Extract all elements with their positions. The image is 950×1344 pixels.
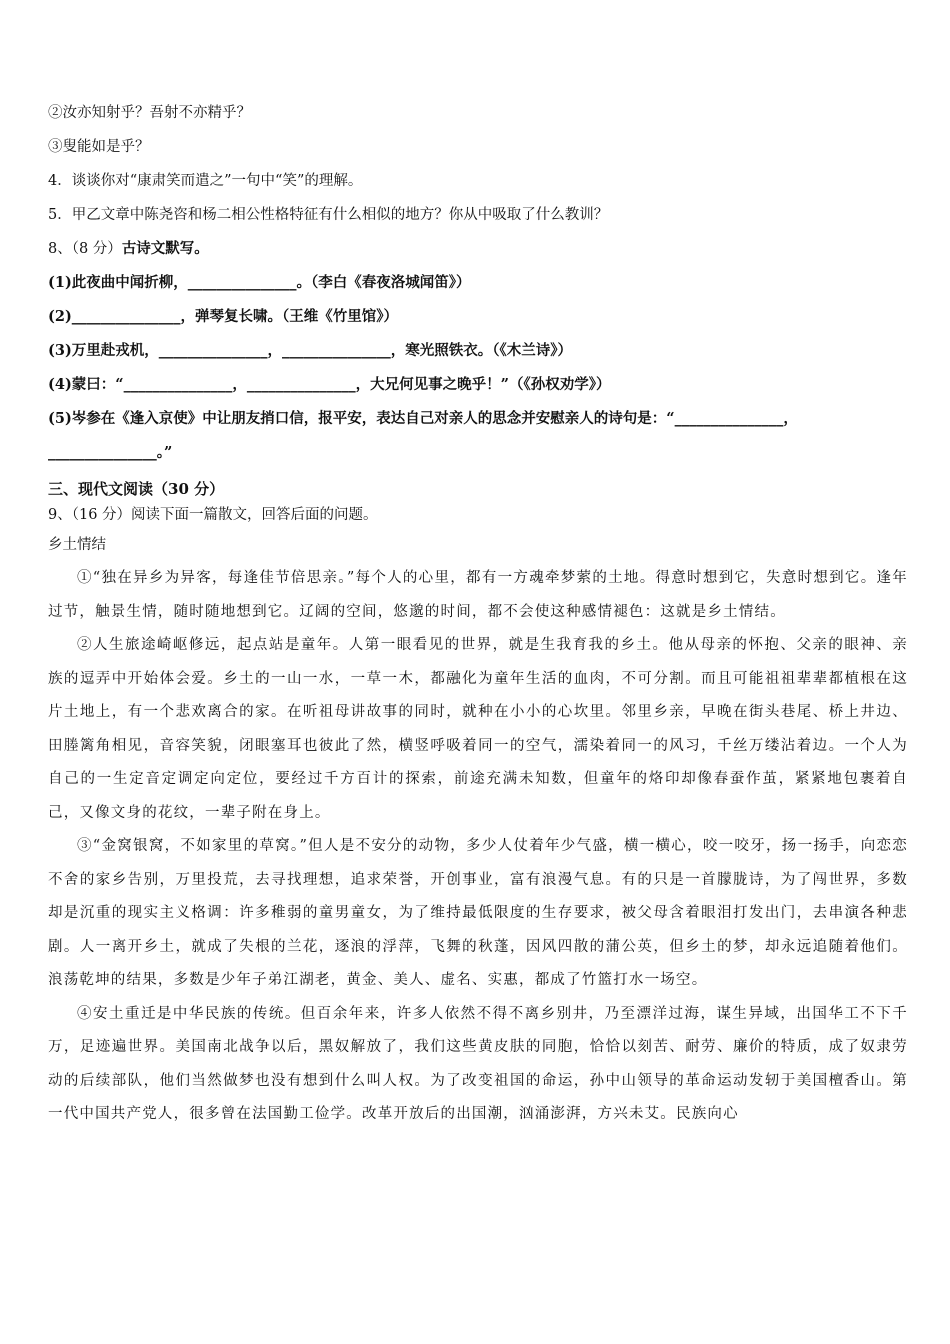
article-paragraph-1: ①“独在异乡为异客，每逢佳节倍思亲。”每个人的心里，都有一方魂牵梦萦的土地。得意时想到它，失意时想到它。逢年过节，触景生情，随时随地想到它。辽阔的空间，悠邈的时间，都不会使这种感情褪色：这就是乡土情结。 bbox=[48, 570, 908, 620]
dictation-line-2: (2)_______________，弹琴复长啸。（王维《竹里馆》） bbox=[48, 308, 399, 325]
item-2: ②汝亦知射乎？吾射不亦精乎？ bbox=[48, 105, 251, 121]
dictation-line-5-cont: _______________。” bbox=[48, 444, 173, 461]
article-paragraph-4: ④安土重迁是中华民族的传统。但百余年来，许多人依然不得不离乡别井，乃至漂洋过海，谋生异域，出国华工不下千万，足迹遍世界。美国南北战争以后，黑奴解放了，我们这些黄皮肤的同胞，恰恰以刻苦、耐劳、廉价的特质，成了奴隶劳动的后续部队，他们当然做梦也没有想到什么叫人权。为了改变祖国的命运，孙中山领导的革命运动发轫于美国檀香山。第一代中国共产党人，很多曾在法国勤工俭学。改革开放后的出国潮，汹涌澎湃，方兴未艾。民族向心 bbox=[48, 1005, 908, 1122]
exam-page bbox=[48, 96, 908, 1132]
classical-question-items bbox=[48, 96, 908, 232]
article-paragraph-3: ③“金窝银窝，不如家里的草窝。”但人是不安分的动物，多少人仗着年少气盛，横一横心，咬一咬牙，扬一扬手，向恋恋不舍的家乡告别，万里投荒，去寻找理想，追求荣誉，开创事业，富有浪漫气息。有的只是一首朦胧诗，为了闯世界，多数却是沉重的现实主义格调：许多稚弱的童男童女，为了维持最低限度的生存要求，被父母含着眼泪打发出门，去串演各种悲剧。人一离开乡土，就成了失根的兰花，逐浪的浮萍，飞舞的秋蓬，因风四散的蒲公英，但乡土的梦，却永远追随着他们。浪荡乾坤的结果，多数是少年子弟江湖老，黄金、美人、虚名、实惠，都成了竹篮打水一场空。 bbox=[48, 838, 908, 988]
question-8-title: 古诗文默写。 bbox=[121, 240, 209, 257]
question-8 bbox=[48, 232, 908, 470]
question-4: 4．谈谈你对“康肃笑而遣之”一句中“笑”的理解。 bbox=[48, 173, 363, 189]
article-paragraph-2: ②人生旅途崎岖修远，起点站是童年。人第一眼看见的世界，就是生我育我的乡土。他从母亲的怀抱、父亲的眼神、亲族的逗弄中开始体会爱。乡土的一山一水，一草一木，都融化为童年生活的血肉，不可分割。而且可能祖祖辈辈都植根在这片土地上，有一个悲欢离合的家。在听祖母讲故事的同时，就种在小小的心坎里。邻里乡亲，早晚在街头巷尾、桥上井边、田塍篱角相见，音容笑貌，闭眼塞耳也彼此了然，横竖呼吸着同一的空气，濡染着同一的风习，千丝万缕沾着边。一个人为自己的一生定音定调定向定位，要经过千方百计的探索，前途充满未知数，但童年的烙印却像春蚕作茧，紧紧地包裹着自己，又像文身的花纹，一辈子附在身上。 bbox=[48, 637, 908, 821]
section-title: 三、现代文阅读（30 分） bbox=[48, 480, 225, 498]
dictation-line-4: (4)蒙曰：“_______________，_______________，大兄何见事之晚乎！”（《孙权劝学》） bbox=[48, 376, 611, 393]
dictation-line-3: (3)万里赴戎机，_______________，_______________，寒光照铁衣。（《木兰诗》） bbox=[48, 342, 573, 359]
item-3: ③叟能如是乎？ bbox=[48, 139, 150, 155]
article-title: 乡土情结 bbox=[48, 537, 106, 553]
dictation-line-5: (5)岑参在《逢入京使》中让朋友捎口信，报平安，表达自己对亲人的思念并安慰亲人的诗句是：“_______________， bbox=[48, 410, 798, 427]
question-5: 5．甲乙文章中陈尧咨和杨二相公性格特征有什么相似的地方？你从中吸取了什么教训？ bbox=[48, 207, 609, 223]
question-8-header bbox=[48, 232, 908, 266]
question-8-number: 8、（8 分） bbox=[48, 241, 122, 257]
question-9-intro: 9、（16 分）阅读下面一篇散文，回答后面的问题。 bbox=[48, 507, 378, 523]
section-3 bbox=[48, 476, 908, 1132]
dictation-line-1: (1)此夜曲中闻折柳，_______________。（李白《春夜洛城闻笛》） bbox=[48, 274, 471, 291]
